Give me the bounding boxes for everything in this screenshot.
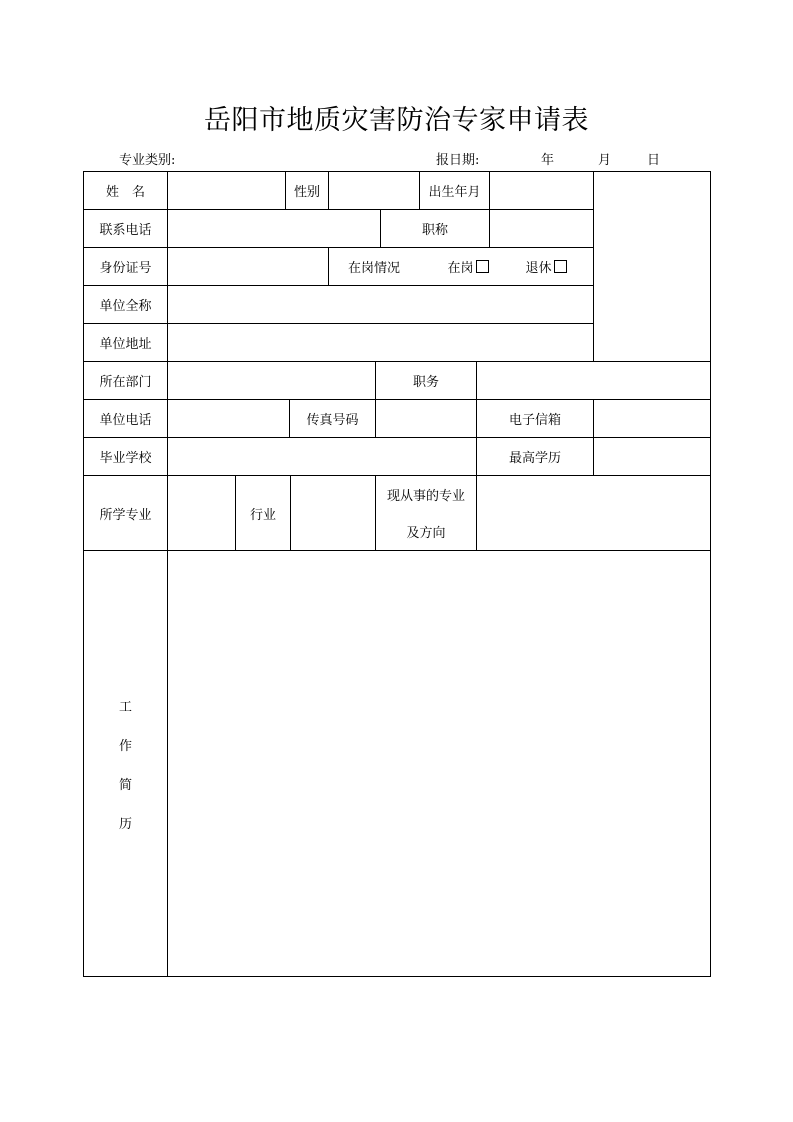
input-title-rank[interactable]: [490, 210, 593, 247]
input-position[interactable]: [477, 362, 710, 399]
label-unit-name: 单位全称: [99, 299, 152, 314]
input-unit-address[interactable]: [168, 324, 593, 361]
date-label: 报日期:: [436, 153, 480, 168]
label-resume: [84, 551, 167, 976]
label-status: 在岗情况: [347, 261, 400, 276]
label-unit-phone: 单位电话: [99, 413, 152, 428]
retired-label: 退休: [525, 261, 552, 276]
input-fax[interactable]: [376, 400, 476, 437]
label-title-rank: 职称: [421, 223, 448, 238]
label-id-number: 身份证号: [99, 261, 152, 276]
input-education[interactable]: [594, 438, 710, 475]
label-department: 所在部门: [99, 375, 152, 390]
label-gender: 性别: [293, 185, 320, 200]
month-label: 月: [598, 153, 612, 168]
label-name: 姓 名: [105, 185, 145, 200]
label-fax: 传真号码: [306, 413, 359, 428]
resume-char: 作: [118, 738, 132, 754]
label-position: 职务: [412, 375, 439, 390]
input-name[interactable]: [168, 172, 285, 209]
category-label: 专业类别:: [119, 153, 176, 168]
resume-char: 历: [118, 816, 132, 832]
input-department[interactable]: [168, 362, 375, 399]
input-gender[interactable]: [329, 172, 419, 209]
input-birth[interactable]: [490, 172, 593, 209]
label-current-work-line1: 现从事的专业: [386, 489, 465, 504]
input-industry[interactable]: [291, 476, 375, 550]
retired-checkbox[interactable]: [554, 260, 567, 273]
option-retired[interactable]: [518, 248, 574, 285]
photo-box[interactable]: [594, 172, 710, 361]
label-industry: 行业: [249, 507, 276, 523]
label-unit-address: 单位地址: [99, 337, 152, 352]
table-border-right: [710, 171, 711, 977]
on-duty-checkbox[interactable]: [476, 260, 489, 273]
input-phone[interactable]: [168, 210, 380, 247]
option-on-duty[interactable]: [440, 248, 496, 285]
label-school: 毕业学校: [99, 451, 152, 466]
input-major[interactable]: [168, 476, 235, 550]
input-unit-phone[interactable]: [168, 400, 289, 437]
label-current-work: [376, 476, 476, 550]
year-label: 年: [541, 153, 555, 168]
label-email: 电子信箱: [508, 413, 561, 428]
table-border-bottom: [83, 976, 711, 977]
label-major: 所学专业: [99, 507, 152, 523]
resume-char: 简: [118, 777, 132, 793]
input-email[interactable]: [594, 400, 710, 437]
input-unit-name[interactable]: [168, 286, 593, 323]
input-resume[interactable]: [168, 551, 710, 976]
label-phone: 联系电话: [99, 223, 152, 238]
resume-char: 工: [118, 699, 132, 715]
label-current-work-line2: 及方向: [406, 526, 446, 541]
day-label: 日: [647, 153, 661, 168]
on-duty-label: 在岗: [447, 261, 474, 276]
form-title: 岳阳市地质灾害防治专家申请表: [204, 105, 589, 136]
input-id-number[interactable]: [168, 248, 328, 285]
input-current-work[interactable]: [477, 476, 710, 550]
label-education: 最高学历: [508, 451, 561, 466]
input-school[interactable]: [168, 438, 476, 475]
label-birth: 出生年月: [428, 185, 481, 200]
